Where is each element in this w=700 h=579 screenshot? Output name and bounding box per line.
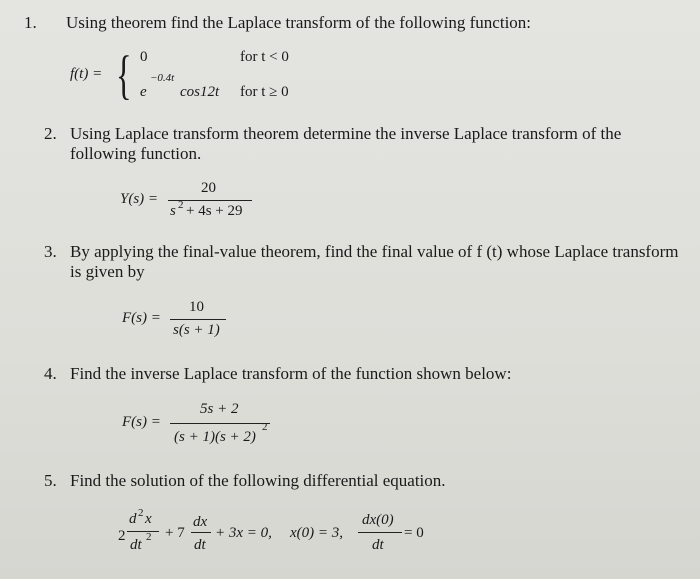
q5-plus7: + 7 <box>165 525 185 541</box>
q4-lhs: F(s) = <box>122 414 161 430</box>
q2-text-line1: Using Laplace transform theorem determine the inverse Laplace transform of the <box>70 124 622 143</box>
q1-case1-condition: for t < 0 <box>240 49 289 65</box>
q4-den-main: (s + 1)(s + 2) <box>174 429 256 445</box>
q1-case2-condition: for t ≥ 0 <box>240 84 289 100</box>
q2-den-s: s <box>170 203 176 219</box>
q5-ic2-den: dt <box>372 537 384 553</box>
q3-denominator: s(s + 1) <box>173 322 220 338</box>
q3-text-line1: By applying the final-value theorem, find the final value of f (t) whose Laplace transform <box>70 242 679 261</box>
q5-text: Find the solution of the following differential equation. <box>70 471 446 490</box>
q1-case2-base: e <box>140 84 147 100</box>
q5-number: 5. <box>44 471 57 490</box>
q3-number: 3. <box>44 242 57 261</box>
q1-brace: { <box>116 45 132 105</box>
q5-ic2-num: dx(0) <box>362 512 394 528</box>
q5-ic1: x(0) = 3, <box>290 525 344 541</box>
q1-text: Using theorem find the Laplace transform of the following function: <box>66 13 532 32</box>
q2-number: 2. <box>44 124 57 143</box>
q3-text-line2: is given by <box>70 262 145 281</box>
q5-dx-bar <box>191 532 211 533</box>
q5-dx-den: dt <box>194 537 206 553</box>
q5-ic2-rhs: = 0 <box>404 525 424 541</box>
q5-d2x-num-sup: 2 <box>138 507 144 519</box>
q3-numerator: 10 <box>189 299 204 315</box>
q1-case2-cos: cos12t <box>180 84 220 100</box>
q2-lhs: Y(s) = <box>120 191 159 207</box>
q2-den-rest: + 4s + 29 <box>186 203 243 219</box>
q4-fraction-bar <box>170 423 270 424</box>
q4-numerator: 5s + 2 <box>200 401 239 417</box>
q5-ic2-bar <box>358 532 402 533</box>
q5-d2x-x: x <box>145 511 152 527</box>
q5-coef: 2 <box>118 528 126 544</box>
q5-d2x-den: dt <box>130 537 142 553</box>
q2-numerator: 20 <box>201 180 216 196</box>
q1-lhs: f(t) = <box>70 66 103 82</box>
q4-text: Find the inverse Laplace transform of the function shown below: <box>70 364 512 383</box>
q2-text-line2: following function. <box>70 144 202 163</box>
q4-number: 4. <box>44 364 57 383</box>
q5-rest: + 3x = 0, <box>215 525 272 541</box>
q3-lhs: F(s) = <box>122 310 161 326</box>
q1-case2-exponent: −0.4t <box>150 72 175 84</box>
q3-fraction-bar <box>170 319 226 320</box>
q2-den-sup: 2 <box>178 199 184 211</box>
q4-den-sup: 2 <box>262 421 268 433</box>
q1-case1-value: 0 <box>140 49 148 65</box>
q5-dx-num: dx <box>193 514 208 530</box>
q5-d2x-bar <box>127 531 159 532</box>
q5-d2x-den-sup: 2 <box>146 531 152 543</box>
q5-d2x-d: d <box>129 511 137 527</box>
q1-number: 1. <box>24 13 37 32</box>
